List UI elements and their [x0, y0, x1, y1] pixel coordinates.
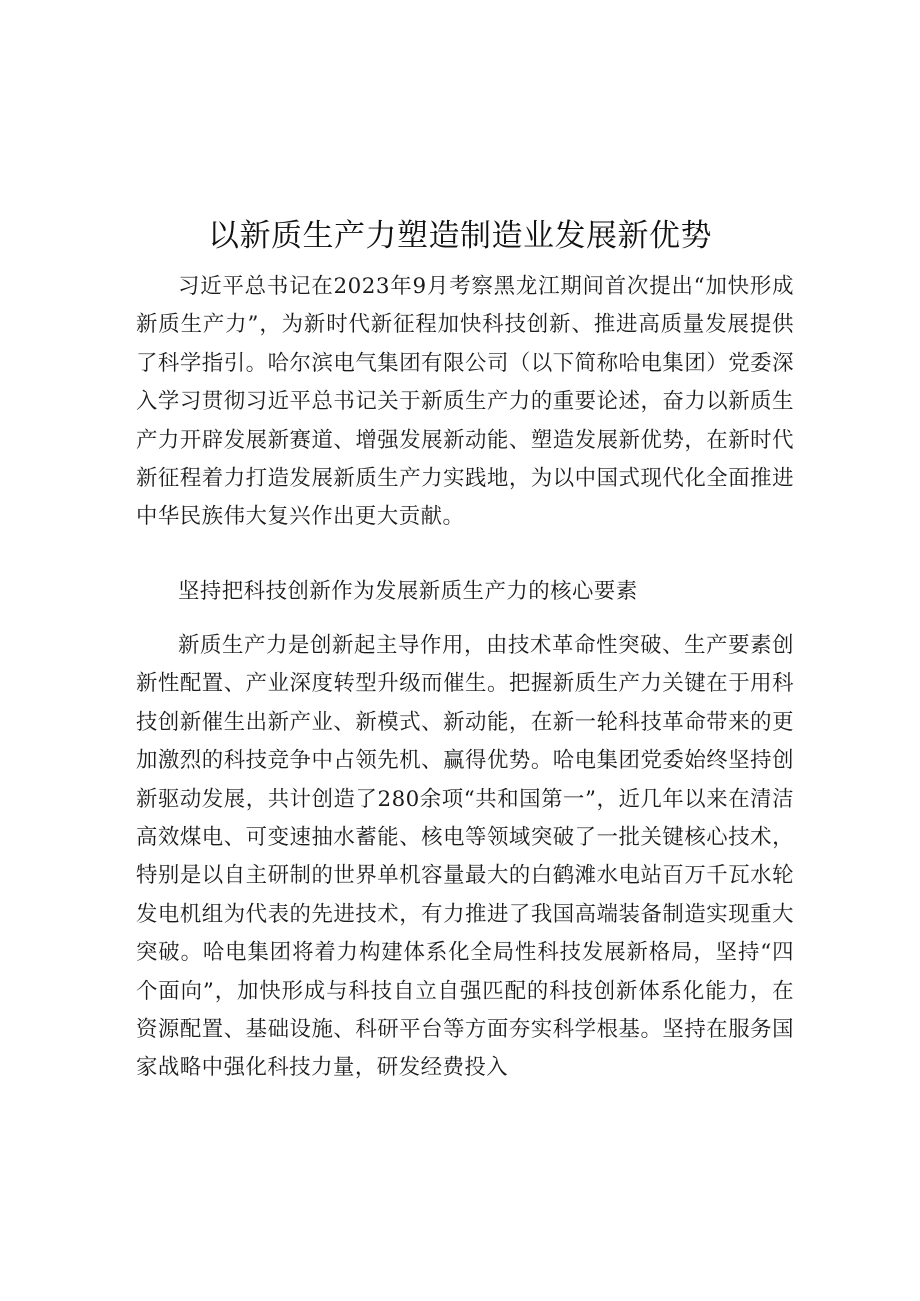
document-title: 以新质生产力塑造制造业发展新优势: [208, 218, 712, 254]
intro-paragraph: 习近平总书记在2023年9月考察黑龙江期间首次提出“加快形成新质生产力”，为新时代新征程加快科技创新、推进高质量发展提供了科学指引。哈尔滨电气集团有限公司（以下简称哈电集团）党委深入学习贯彻习近平总书记关于新质生产力的重要论述，奋力以新质生产力开辟发展新赛道、增强发展新动能、塑造发展新优势，在新时代新征程着力打造发展新质生产力实践地，为以中国式现代化全面推进中华民族伟大复兴作出更大贡献。: [136, 274, 794, 530]
section-heading: 坚持把科技创新作为发展新质生产力的核心要素: [178, 579, 638, 604]
body-paragraph: 新质生产力是创新起主导作用，由技术革命性突破、生产要素创新性配置、产业深度转型升级而催生。把握新质生产力关键在于用科技创新催生出新产业、新模式、新动能，在新一轮科技革命带来的更加激烈的科技竞争中占领先机、赢得优势。哈电集团党委始终坚持创新驱动发展，共计创造了280余项“共和国第一”，近几年以来在清洁高效煤电、可变速抽水蓄能、核电等领域突破了一批关键核心技术，特别是以自主研制的世界单机容量最大的白鹤滩水电站百万千瓦水轮发电机组为代表的先进技术，有力推进了我国高端装备制造实现重大突破。哈电集团将着力构建体系化全局性科技发展新格局，坚持“四个面向”，加快形成与科技自立自强匹配的科技创新体系化能力，在资源配置、基础设施、科研平台等方面夯实科学根基。坚持在服务国家战略中强化科技力量，研发经费投入: [136, 633, 794, 1081]
